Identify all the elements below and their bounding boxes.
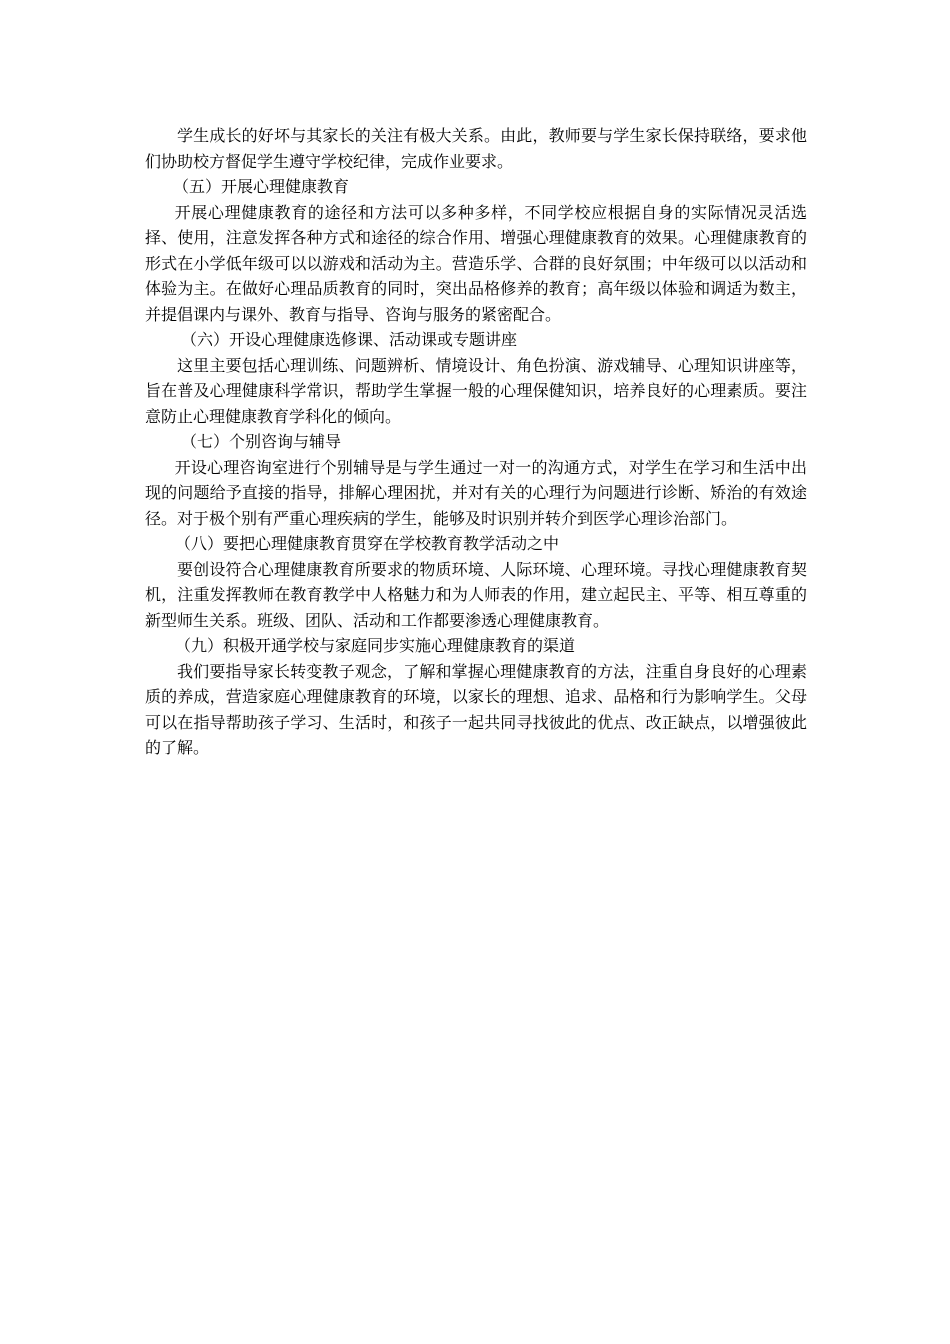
paragraph-individual-counseling: 开设心理咨询室进行个别辅导是与学生通过一对一的沟通方式，对学生在学习和生活中出现的问题给予直接的指导，排解心理困扰，并对有关的心理行为问题进行诊断、矫治的有效途径。对于极个别有严重心理疾病的学生，能够及时识别并转介到医学心理诊治部门。	[145, 457, 807, 528]
section-heading-7: （七）个别咨询与辅导	[181, 432, 342, 451]
paragraph-mental-health-methods: 开展心理健康教育的途径和方法可以多种多样，不同学校应根据自身的实际情况灵活选择、使用，注意发挥各种方式和途径的综合作用、增强心理健康教育的效果。心理健康教育的形式在小学低年级可以以游戏和活动为主。营造乐学、合群的良好氛围；中年级可以以活动和体验为主。在做好心理品质教育的同时，突出品格修养的教育；高年级以体验和调适为数主，并提倡课内与课外、教育与指导、咨询与服务的紧密配合。	[145, 202, 807, 324]
document-page	[145, 123, 807, 761]
section-heading-5: （五）开展心理健康教育	[173, 177, 350, 196]
paragraph-family-cooperation: 我们要指导家长转变教子观念，了解和掌握心理健康教育的方法，注重自身良好的心理素质的养成，营造家庭心理健康教育的环境，以家长的理想、追求、品格和行为影响学生。父母可以在指导帮助孩子学习、生活时，和孩子一起共同寻找彼此的优点、改正缺点，以增强彼此的了解。	[145, 661, 807, 757]
section-heading-9: （九）积极开通学校与家庭同步实施心理健康教育的渠道	[175, 636, 576, 655]
paragraph-parent-contact: 学生成长的好坏与其家长的关注有极大关系。由此，教师要与学生家长保持联络，要求他们协助校方督促学生遵守学校纪律，完成作业要求。	[145, 126, 807, 171]
section-heading-6: （六）开设心理健康选修课、活动课或专题讲座	[181, 330, 518, 349]
paragraph-elective-courses: 这里主要包括心理训练、问题辨析、情境设计、角色扮演、游戏辅导、心理知识讲座等，旨在普及心理健康科学常识，帮助学生掌握一般的心理保健知识，培养良好的心理素质。要注意防止心理健康教育学科化的倾向。	[145, 355, 807, 426]
paragraph-school-environment: 要创设符合心理健康教育所要求的物质环境、人际环境、心理环境。寻找心理健康教育契机，注重发挥教师在教育教学中人格魅力和为人师表的作用，建立起民主、平等、相互尊重的新型师生关系。班级、团队、活动和工作都要渗透心理健康教育。	[145, 559, 807, 630]
section-heading-8: （八）要把心理健康教育贯穿在学校教育教学活动之中	[175, 534, 560, 553]
